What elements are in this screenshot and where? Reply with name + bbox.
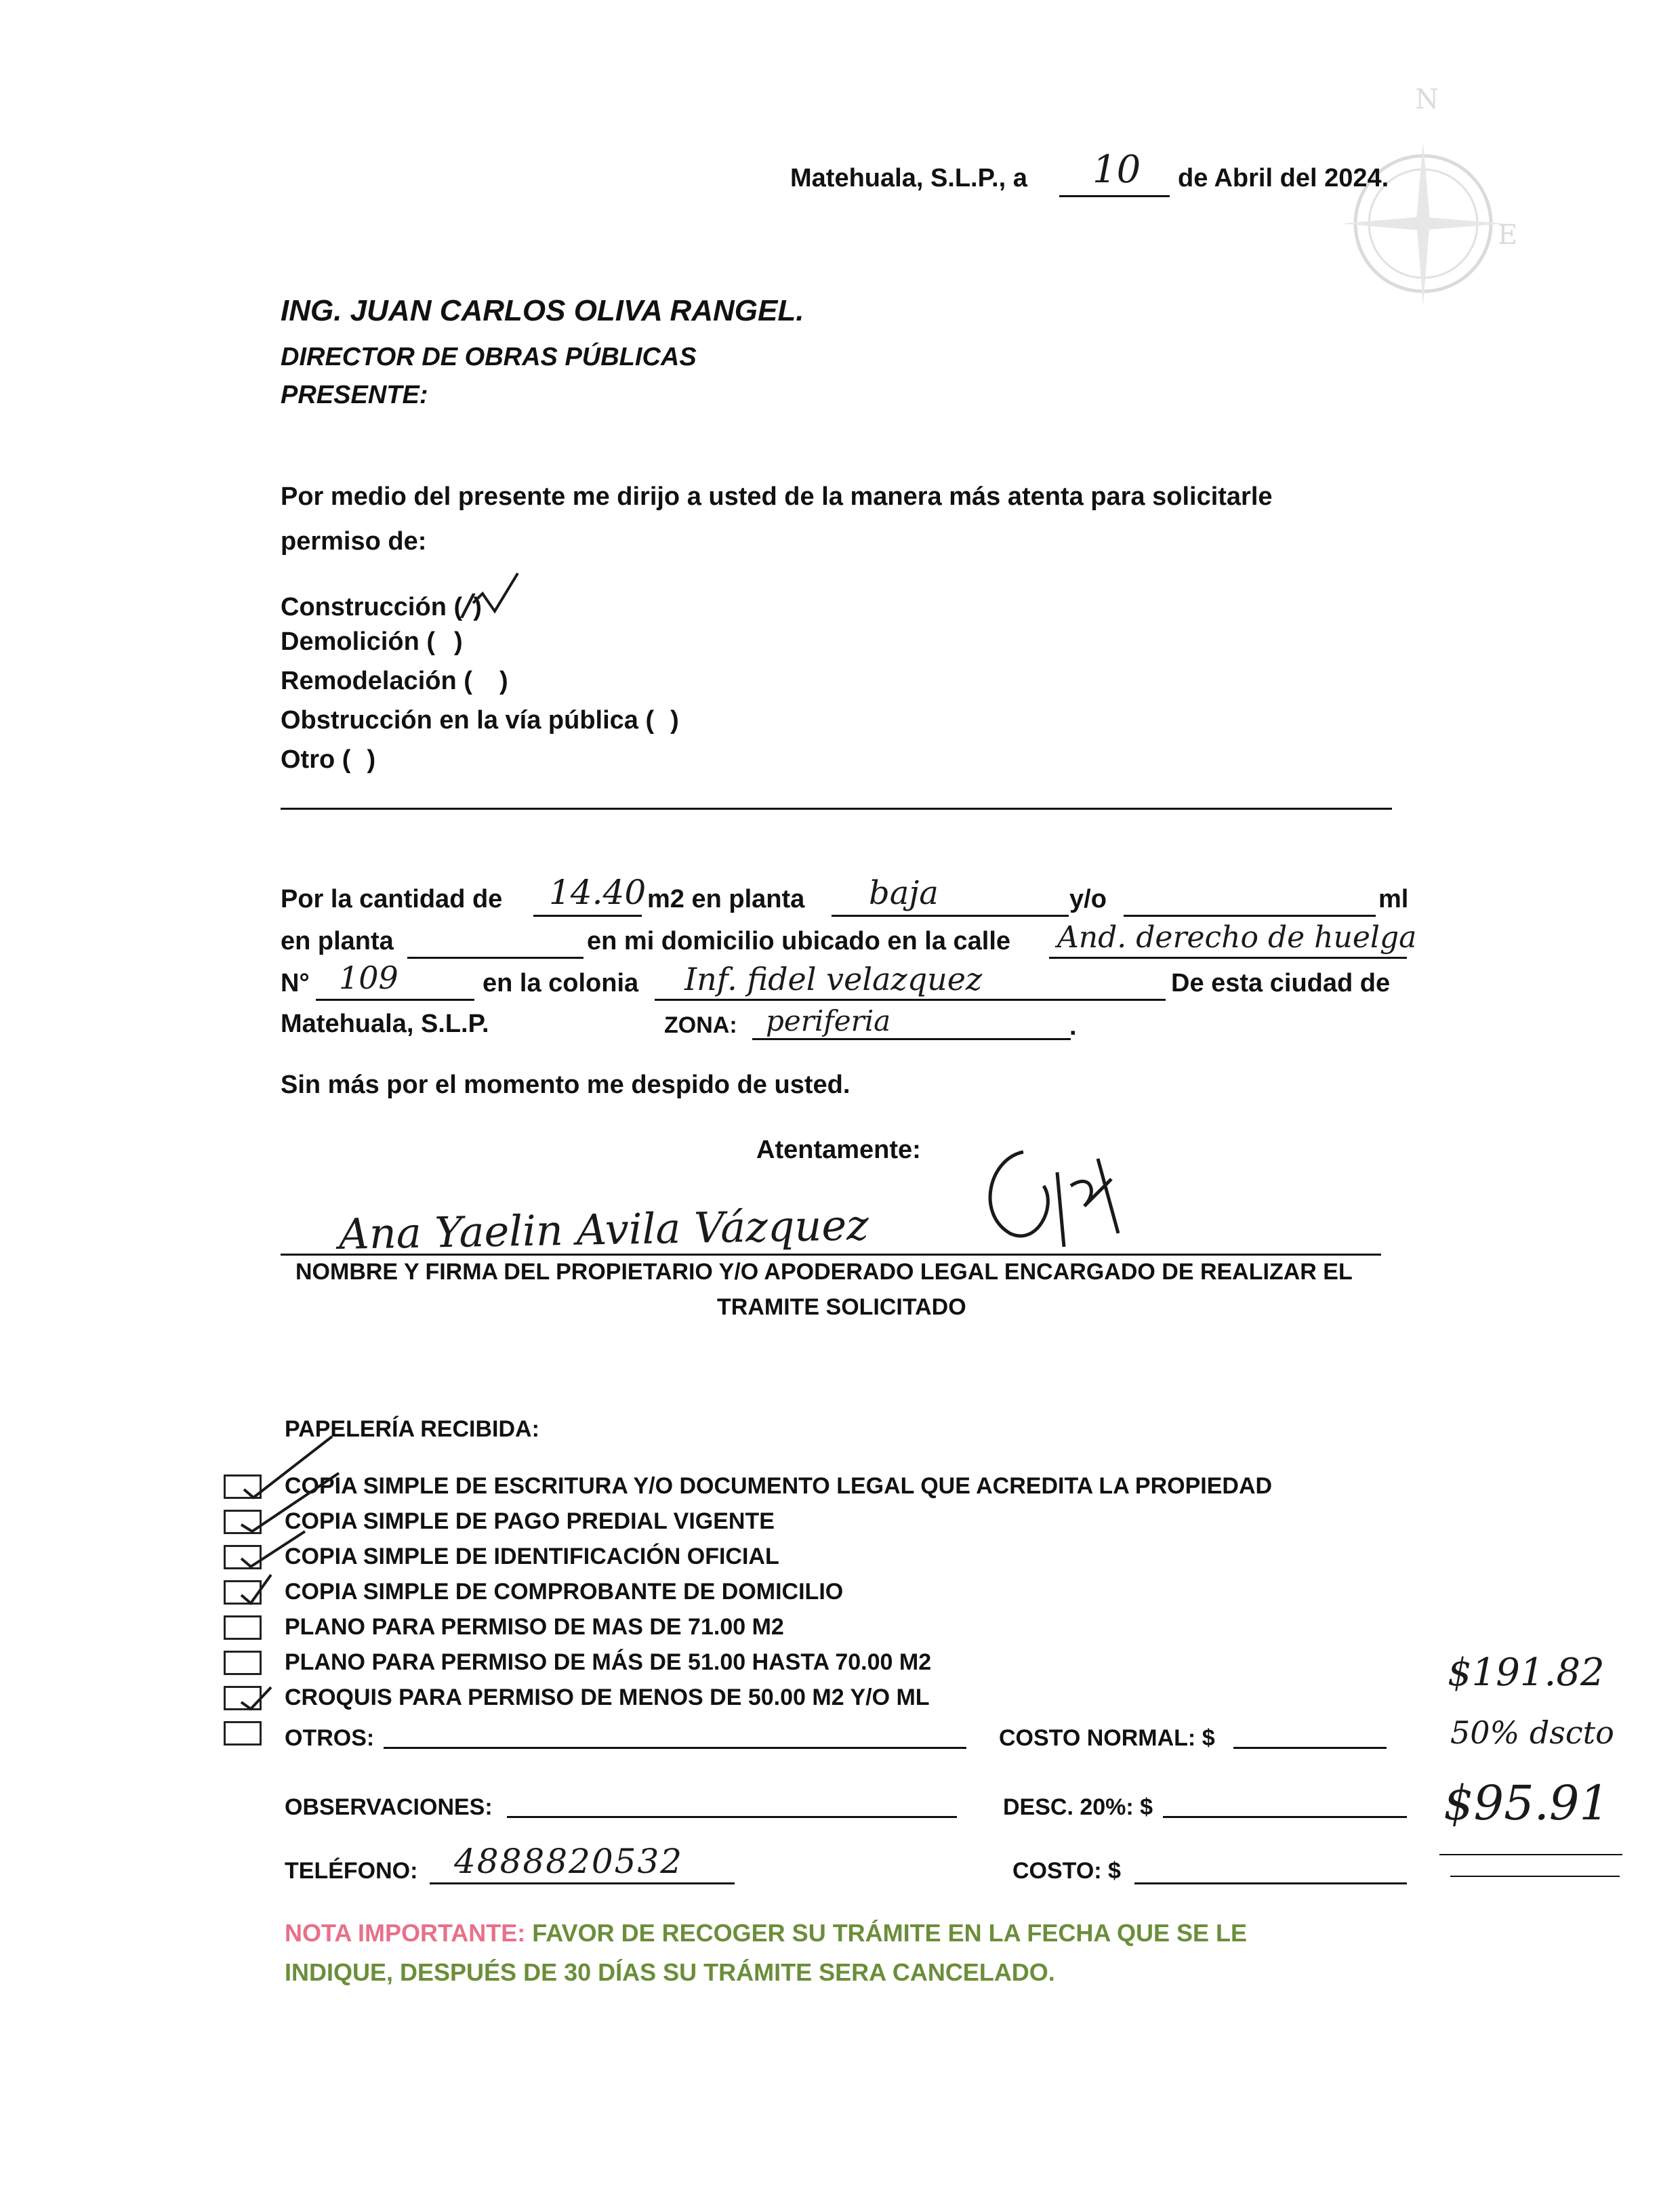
day-underline [1059,195,1170,197]
no-label: N° [281,969,310,997]
day-value: 10 [1092,148,1141,192]
papeleria-checkmarks [230,1430,366,1714]
permit-construccion: Construcción (/) [281,588,482,623]
signer-name: Ana Yaelin Avila Vázquez [338,1200,869,1259]
qty-underline [533,915,642,917]
margin-discount-note: 50% dscto [1450,1714,1614,1751]
ciudad-label: De esta ciudad de [1171,969,1391,997]
costo-label: COSTO: $ [1012,1858,1121,1884]
papeleria-heading: PAPELERÍA RECIBIDA: [285,1416,539,1442]
otros-line [384,1747,966,1749]
signature-caption-1: NOMBRE Y FIRMA DEL PROPIETARIO Y/O APODERADO LEGAL ENCARGADO DE REALIZAR EL [295,1259,1353,1285]
qty-prefix: Por la cantidad de [281,885,503,913]
permit-demolicion: Demolición ( ) [281,627,463,656]
colonia-underline [655,999,1166,1001]
closing-text: Sin más por el momento me despido de usted. [281,1071,851,1099]
date-prefix: Matehuala, S.L.P., a [790,164,1027,192]
street-value: And. derecho de huelga [1057,920,1417,955]
floor-value: baja [869,874,939,912]
item-plano-71: PLANO PARA PERMISO DE MAS DE 71.00 M2 [285,1614,784,1640]
floor-underline [832,915,1069,917]
svg-text:E: E [1498,220,1518,251]
otro-line [281,808,1392,810]
svg-text:N: N [1415,88,1439,115]
item-plano-51: PLANO PARA PERMISO DE MÁS DE 51.00 HASTA 70.00 M2 [285,1649,932,1675]
desc-label: DESC. 20%: $ [1003,1794,1153,1820]
costo-normal-line [1233,1747,1387,1749]
en-planta-underline [407,957,583,959]
date-suffix: de Abril del 2024. [1178,164,1389,192]
colonia-label: en la colonia [483,969,639,997]
permit-remodelacion: Remodelación ( ) [281,667,508,695]
margin-amount-2: $95.91 [1443,1775,1610,1831]
presente-label: PRESENTE: [281,381,428,409]
checkbox-otros[interactable] [224,1721,262,1746]
no-value: 109 [339,959,398,996]
permit-obstruccion: Obstrucción en la vía pública ( ) [281,706,679,735]
observaciones-line [507,1816,957,1818]
telefono-label: TELÉFONO: [285,1858,418,1884]
no-underline [316,999,474,1001]
zona-value: periferia [766,1004,891,1037]
signature-scribble [962,1132,1139,1260]
zona-label: ZONA: [664,1012,737,1038]
signature-caption-2: TRAMITE SOLICITADO [717,1294,966,1320]
zona-underline [752,1038,1071,1040]
intro-line-2: permiso de: [281,527,427,556]
yo-label: y/o [1069,885,1107,913]
qty-value: 14.40 [549,873,647,912]
margin-underline-2 [1450,1876,1620,1877]
nota-text-1: FAVOR DE RECOGER SU TRÁMITE EN LA FECHA QUE SE LE [525,1919,1248,1947]
ml-label: ml [1378,885,1409,913]
addressee-name: ING. JUAN CARLOS OLIVA RANGEL. [281,294,804,327]
street-underline [1049,957,1407,959]
telefono-line [430,1882,735,1884]
colonia-value: Inf. fidel velazquez [684,961,983,997]
costo-normal-label: COSTO NORMAL: $ [999,1725,1215,1751]
item-otros: OTROS: [285,1725,375,1751]
desc-line [1163,1816,1407,1818]
costo-line [1134,1882,1407,1884]
intro-line-1: Por medio del presente me dirijo a usted de la manera más atenta para solicitarle [281,482,1273,511]
en-planta-label: en planta [281,927,394,955]
margin-underline-1 [1439,1854,1622,1855]
permit-otro: Otro ( ) [281,745,376,774]
atentamente-label: Atentamente: [756,1136,921,1164]
observaciones-label: OBSERVACIONES: [285,1794,493,1820]
item-predial: COPIA SIMPLE DE PAGO PREDIAL VIGENTE [285,1508,775,1534]
qty-mid: m2 en planta [647,885,805,913]
nota-text-2: INDIQUE, DESPUÉS DE 30 DÍAS SU TRÁMITE SERA CANCELADO. [285,1958,1055,1986]
compass-watermark [1328,88,1518,305]
nota-line-1 [285,1919,1247,1947]
margin-amount-1: $191.82 [1448,1651,1605,1695]
ml-underline [1124,915,1376,917]
zona-period: . [1069,1012,1077,1041]
item-identificacion: COPIA SIMPLE DE IDENTIFICACIÓN OFICIAL [285,1544,779,1569]
item-domicilio: COPIA SIMPLE DE COMPROBANTE DE DOMICILIO [285,1579,844,1605]
addressee-title: DIRECTOR DE OBRAS PÚBLICAS [281,343,697,371]
signature-line [281,1254,1381,1256]
item-croquis: CROQUIS PARA PERMISO DE MENOS DE 50.00 M2 Y/O ML [285,1685,930,1710]
telefono-value: 4888820532 [454,1842,684,1881]
domicilio-label: en mi domicilio ubicado en la calle [587,927,1011,955]
item-escritura: COPIA SIMPLE DE ESCRITURA Y/O DOCUMENTO LEGAL QUE ACREDITA LA PROPIEDAD [285,1473,1273,1499]
checkmark-icon [468,569,522,617]
nota-label: NOTA IMPORTANTE: [285,1919,526,1947]
city-label: Matehuala, S.L.P. [281,1010,489,1038]
